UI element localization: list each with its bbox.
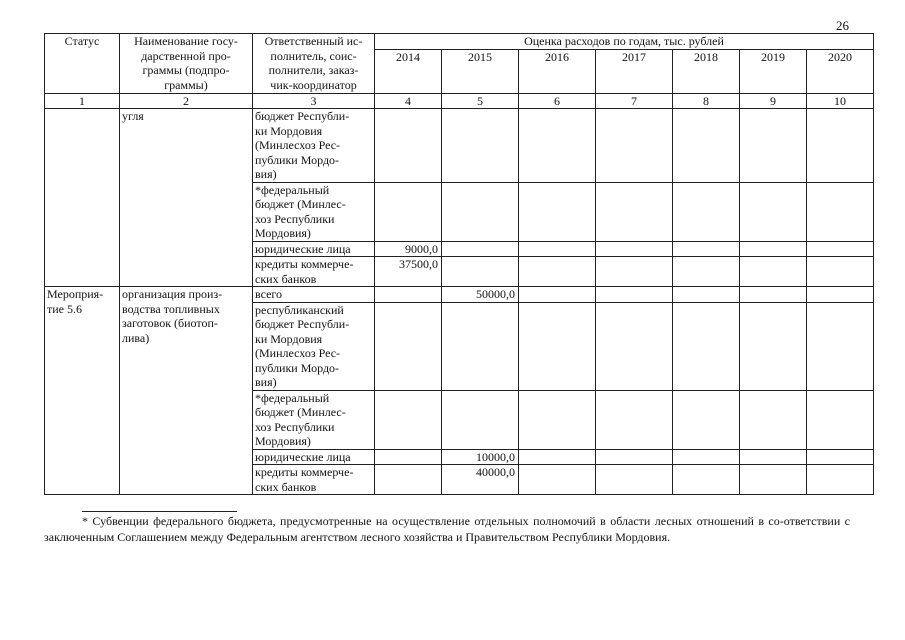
value-cell — [807, 287, 874, 303]
value-cell — [673, 465, 740, 495]
value-cell — [519, 465, 596, 495]
funding-source-cell: *федеральный бюджет (Минлес- хоз Республики Мордовия) — [253, 390, 375, 449]
value-cell — [596, 182, 673, 241]
value-cell: 50000,0 — [442, 287, 519, 303]
header-estimate: Оценка расходов по годам, тыс. рублей — [375, 34, 874, 50]
value-cell — [740, 449, 807, 465]
value-cell: 10000,0 — [442, 449, 519, 465]
column-number: 6 — [519, 93, 596, 109]
funding-source-cell: кредиты коммерче- ских банков — [253, 465, 375, 495]
value-cell — [375, 465, 442, 495]
value-cell — [375, 302, 442, 390]
value-cell — [740, 109, 807, 183]
value-cell — [519, 390, 596, 449]
status-cell — [45, 109, 120, 287]
value-cell: 9000,0 — [375, 241, 442, 257]
funding-source-cell: *федеральный бюджет (Минлес- хоз Республики Мордовия) — [253, 182, 375, 241]
value-cell: 37500,0 — [375, 257, 442, 287]
value-cell — [807, 241, 874, 257]
value-cell — [673, 302, 740, 390]
funding-source-cell: юридические лица — [253, 449, 375, 465]
table-header — [45, 34, 874, 109]
status-cell: Мероприя- тие 5.6 — [45, 287, 120, 495]
value-cell — [596, 287, 673, 303]
value-cell — [673, 449, 740, 465]
column-number: 3 — [253, 93, 375, 109]
footnote-rule — [82, 511, 237, 512]
value-cell — [740, 302, 807, 390]
header-executor: Ответственный ис- полнитель, соис- полнители, заказ- чик-координатор — [253, 34, 375, 94]
value-cell — [596, 109, 673, 183]
value-cell — [740, 465, 807, 495]
column-number: 10 — [807, 93, 874, 109]
funding-source-cell: республиканский бюджет Республи- ки Мордовия (Минлесхоз Рес- публики Мордо- вия) — [253, 302, 375, 390]
value-cell — [596, 257, 673, 287]
value-cell — [596, 449, 673, 465]
value-cell — [673, 287, 740, 303]
value-cell — [375, 287, 442, 303]
value-cell — [596, 390, 673, 449]
value-cell — [807, 465, 874, 495]
value-cell — [442, 257, 519, 287]
value-cell — [375, 182, 442, 241]
value-cell — [442, 182, 519, 241]
value-cell — [807, 182, 874, 241]
column-number: 1 — [45, 93, 120, 109]
value-cell — [807, 257, 874, 287]
header-year: 2020 — [807, 49, 874, 93]
value-cell — [442, 302, 519, 390]
value-cell — [740, 390, 807, 449]
header-column-numbers — [45, 93, 874, 109]
header-year: 2014 — [375, 49, 442, 93]
value-cell — [673, 241, 740, 257]
header-program: Наименование госу- дарственной про- граммы (подпро- граммы) — [120, 34, 253, 94]
value-cell — [375, 449, 442, 465]
funding-source-cell: юридические лица — [253, 241, 375, 257]
header-year: 2019 — [740, 49, 807, 93]
column-number: 8 — [673, 93, 740, 109]
value-cell — [519, 182, 596, 241]
value-cell — [519, 241, 596, 257]
value-cell — [596, 302, 673, 390]
table-body — [45, 109, 874, 495]
page-number: 26 — [836, 18, 849, 33]
funding-source-cell: бюджет Республи- ки Мордовия (Минлесхоз Рес- публики Мордо- вия) — [253, 109, 375, 183]
program-name-cell: угля — [120, 109, 253, 287]
column-number: 9 — [740, 93, 807, 109]
value-cell — [519, 257, 596, 287]
value-cell — [807, 109, 874, 183]
value-cell — [519, 287, 596, 303]
value-cell — [375, 109, 442, 183]
footnote: * Субвенции федерального бюджета, предусмотренные на осуществление отдельных полномочий в области лесных отношений в со-ответствии с заключенным Соглашением между Федеральным агентством лесного хозяйства и Правительством Республики Мордовия. — [44, 514, 850, 544]
header-year: 2015 — [442, 49, 519, 93]
funding-source-cell: всего — [253, 287, 375, 303]
value-cell — [740, 257, 807, 287]
value-cell — [807, 390, 874, 449]
value-cell — [519, 449, 596, 465]
value-cell: 40000,0 — [442, 465, 519, 495]
value-cell — [673, 109, 740, 183]
value-cell — [519, 109, 596, 183]
value-cell — [740, 287, 807, 303]
value-cell — [673, 390, 740, 449]
value-cell — [375, 390, 442, 449]
column-number: 5 — [442, 93, 519, 109]
value-cell — [740, 241, 807, 257]
column-number: 4 — [375, 93, 442, 109]
column-number: 7 — [596, 93, 673, 109]
value-cell — [807, 302, 874, 390]
value-cell — [673, 182, 740, 241]
value-cell — [596, 241, 673, 257]
column-number: 2 — [120, 93, 253, 109]
funding-source-cell: кредиты коммерче- ских банков — [253, 257, 375, 287]
header-year: 2018 — [673, 49, 740, 93]
program-name-cell: организация произ- водства топливных заготовок (биотоп- лива) — [120, 287, 253, 495]
table-row — [45, 109, 874, 183]
value-cell — [519, 302, 596, 390]
header-status: Статус — [45, 34, 120, 94]
value-cell — [673, 257, 740, 287]
value-cell — [442, 390, 519, 449]
header-year: 2017 — [596, 49, 673, 93]
budget-table — [44, 33, 874, 495]
value-cell — [442, 241, 519, 257]
value-cell — [442, 109, 519, 183]
header-year: 2016 — [519, 49, 596, 93]
value-cell — [596, 465, 673, 495]
value-cell — [807, 449, 874, 465]
value-cell — [740, 182, 807, 241]
table-row — [45, 287, 874, 303]
